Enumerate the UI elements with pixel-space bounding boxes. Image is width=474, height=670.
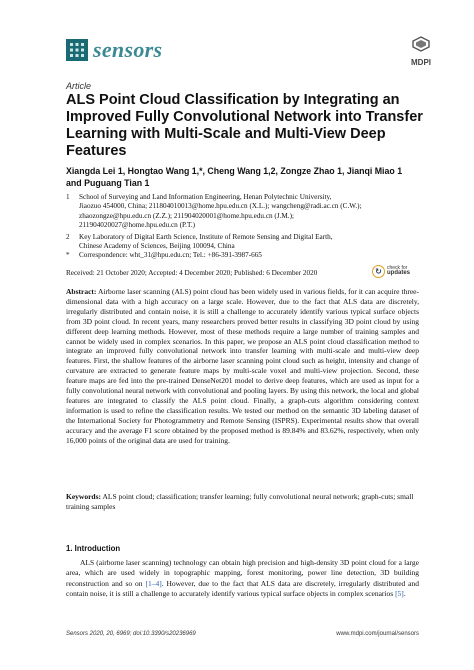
intro-text: ALS (airborne laser scanning) technology can obtain high precision and high-density 3D point cloud for a large area, which are used widely in topographic mapping, forest monitoring, power line detection, 3D building reconstruction and so on: [66, 558, 419, 588]
badge-line: check for: [387, 264, 408, 271]
footer-url[interactable]: www.mdpi.com/journal/sensors: [336, 631, 419, 637]
affiliation-mark: 2: [66, 232, 70, 241]
citation-link[interactable]: [1–4]: [145, 578, 162, 588]
affiliation-mark: 1: [66, 193, 70, 201]
check-updates-icon: ↻: [372, 265, 385, 278]
journal-name: sensors: [93, 37, 163, 62]
affiliation-line: Jiaozuo 454000, China; 211804010013@home.hpu.edu.cn (X.L.); wangcheng@radi.ac.cn (C.W.);: [79, 202, 362, 211]
abstract-label: Abstract:: [66, 287, 97, 296]
abstract: [66, 287, 419, 446]
section-heading: 1. Introduction: [66, 544, 121, 553]
citation-link[interactable]: [5]: [395, 589, 404, 599]
article-type: Article: [66, 81, 92, 91]
affiliation-item: [66, 233, 396, 252]
mdpi-logo-icon: [411, 36, 431, 52]
badge-line: updates: [387, 270, 411, 276]
affiliations: [66, 193, 396, 261]
check-for-updates-button[interactable]: [372, 262, 412, 280]
affiliation-item: [66, 193, 396, 231]
publisher-name: MDPI: [411, 58, 431, 67]
author-line: Xiangda Lei 1, Hongtao Wang 1,*, Cheng Wang 1,2, Zongze Zhao 1, Jianqi Miao 1: [66, 166, 403, 176]
keywords: [66, 492, 419, 512]
author-line: and Puguang Tian 1: [66, 178, 150, 188]
affiliation-line: zhaozongze@hpu.edu.cn (Z.Z.); 211904020001@home.hpu.edu.cn (J.M.);: [79, 211, 294, 220]
intro-text: . However, due to the fact that ALS data are discretely, irregularly distributed and contain noise, it is still a challenge to accurately identify various typical surface objects in complex scenarios: [66, 578, 419, 599]
journal-logo-icon: [66, 39, 88, 61]
publisher-logo: [406, 36, 436, 67]
keywords-label: Keywords:: [66, 492, 101, 501]
affiliation-line: Chinese Academy of Sciences, Beijing 100094, China: [79, 242, 235, 251]
author-list: [66, 165, 426, 189]
page-footer: [66, 631, 419, 637]
journal-header: [66, 36, 436, 76]
affiliation-line: School of Surveying and Land Information Engineering, Henan Polytechnic University,: [79, 193, 332, 201]
footer-citation: Sensors 2020, 20, 6969; doi:10.3390/s20236969: [66, 631, 196, 637]
abstract-text: Airborne laser scanning (ALS) point cloud has been widely used in various fields, for it can acquire three-dimensional data with a high accuracy on a large scale. However, due to the fact that ALS data are discretely, irregularly distributed and contain noise, it is still a challenge to accurately identify various typical surface objects from 3D point cloud. In recent years, many researchers proved better results in classifying 3D point cloud by using different deep learning methods. However, most of these methods require a large number of training samples and cannot be widely used in complex scenarios. In this paper, we propose an ALS point cloud classification method to integrate an improved fully convolutional network into transfer learning with multi-scale and multi-view deep features. First, the shallow features of the airborne laser scanning point cloud such as height, intensity and change of curvature are extracted to generate feature maps by multi-scale voxel and multi-view projection. Second, these feature maps are fed into the pre-trained DenseNet201 model to derive deep features, which are used as input for a fully convolutional neural network with convolutional and pooling layers. By using this network, the local and global features are integrated to classify the ALS point cloud. Finally, a graph-cuts algorithm considering context information is used to refine the classification results. We tested our method on the semantic 3D labeling dataset of the International Society for Photogrammetry and Remote Sensing (ISPRS). Experimental results show that overall accuracy and the average F1 score obtained by the proposed method is 89.84% and 83.62%, respectively, when only 16,000 points of the original data are used for training.: [66, 287, 419, 445]
keywords-text: ALS point cloud; classification; transfer learning; fully convolutional neural network; graph-cuts; small training samples: [66, 492, 414, 511]
publication-dates: Received: 21 October 2020; Accepted: 4 December 2020; Published: 6 December 2020: [66, 269, 318, 277]
affiliation-line: 211904020027@home.hpu.edu.cn (P.T.): [79, 221, 196, 230]
intro-text: .: [403, 589, 406, 599]
paper-title: ALS Point Cloud Classification by Integrating an Improved Fully Convolutional Network into Transfer Learning with Multi-Scale and Multi-View Deep Features: [66, 92, 423, 159]
affiliation-line: Correspondence: wht_31@hpu.edu.cn; Tel.: +86-391-3987-665: [79, 251, 262, 260]
affiliation-line: Key Laboratory of Digital Earth Science, Institute of Remote Sensing and Digital Earth,: [79, 232, 333, 241]
correspondence: [66, 251, 396, 260]
affiliation-mark: *: [66, 251, 70, 260]
introduction-paragraph: [66, 558, 419, 600]
